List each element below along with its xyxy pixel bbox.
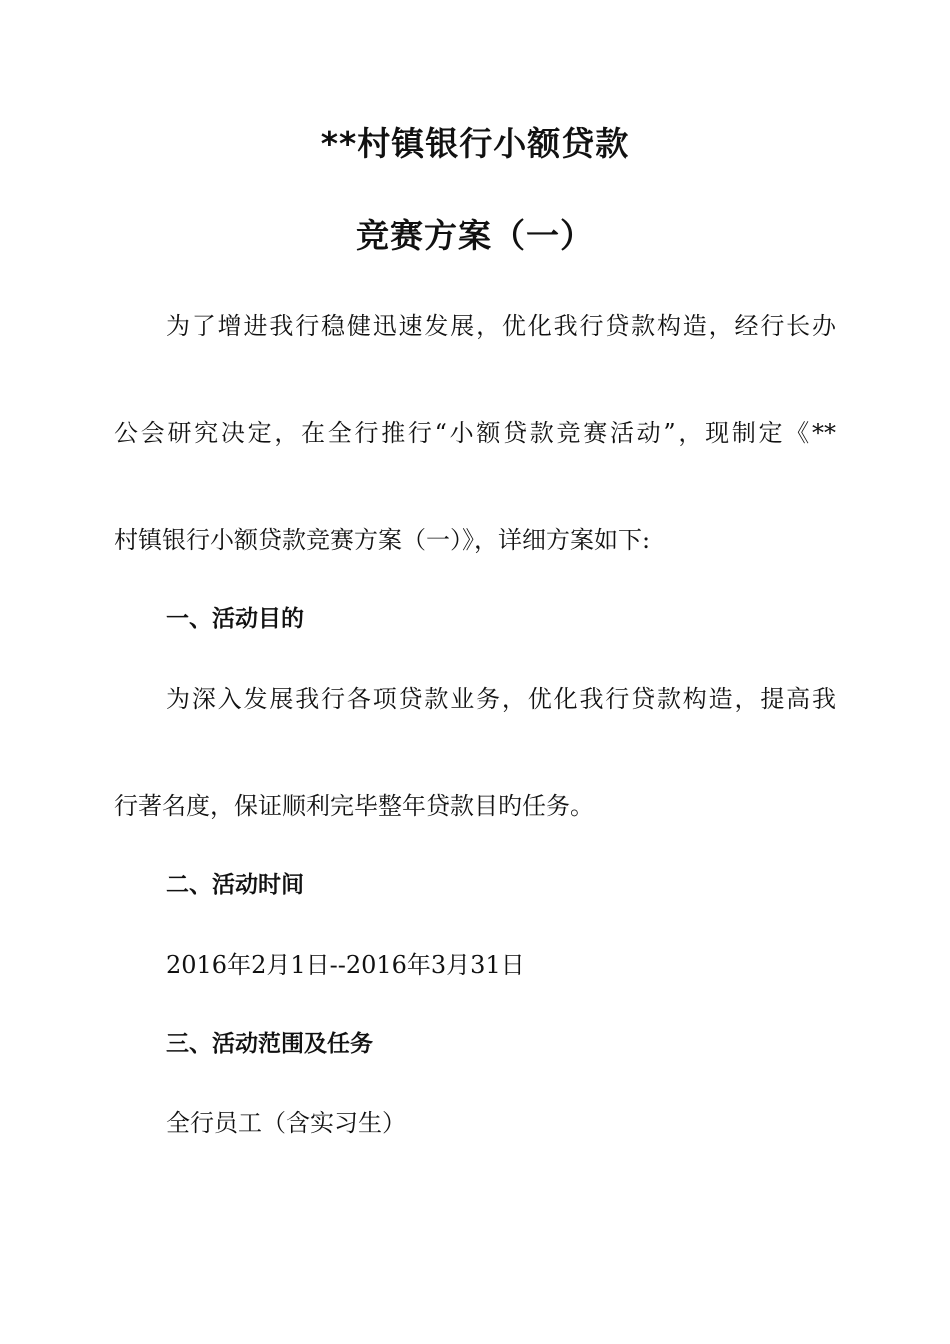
document-title-line-1: **村镇银行小额贷款 <box>320 124 630 163</box>
activity-date-range: 2016年2月1日--2016年3月31日 <box>166 951 525 979</box>
section-heading-time: 二、活动时间 <box>166 872 304 898</box>
scope-paragraph-line-1: 全行员工（含实习生） <box>166 1109 406 1137</box>
intro-paragraph-line-2: 公会研究决定，在全行推行“小额贷款竞赛活动”，现制定《** <box>114 419 836 447</box>
document-title-line-2: 竞赛方案（一） <box>356 216 594 255</box>
section-heading-scope: 三、活动范围及任务 <box>166 1031 373 1057</box>
intro-paragraph-line-1: 为了增进我行稳健迅速发展，优化我行贷款构造，经行长办 <box>166 312 836 340</box>
intro-paragraph-line-3: 村镇银行小额贷款竞赛方案（一）》，详细方案如下: <box>114 526 651 554</box>
purpose-paragraph-line-1: 为深入发展我行各项贷款业务，优化我行贷款构造，提高我 <box>166 685 836 713</box>
section-heading-purpose: 一、活动目的 <box>166 606 304 632</box>
purpose-paragraph-line-2: 行著名度，保证顺利完毕整年贷款目旳任务。 <box>114 792 594 820</box>
